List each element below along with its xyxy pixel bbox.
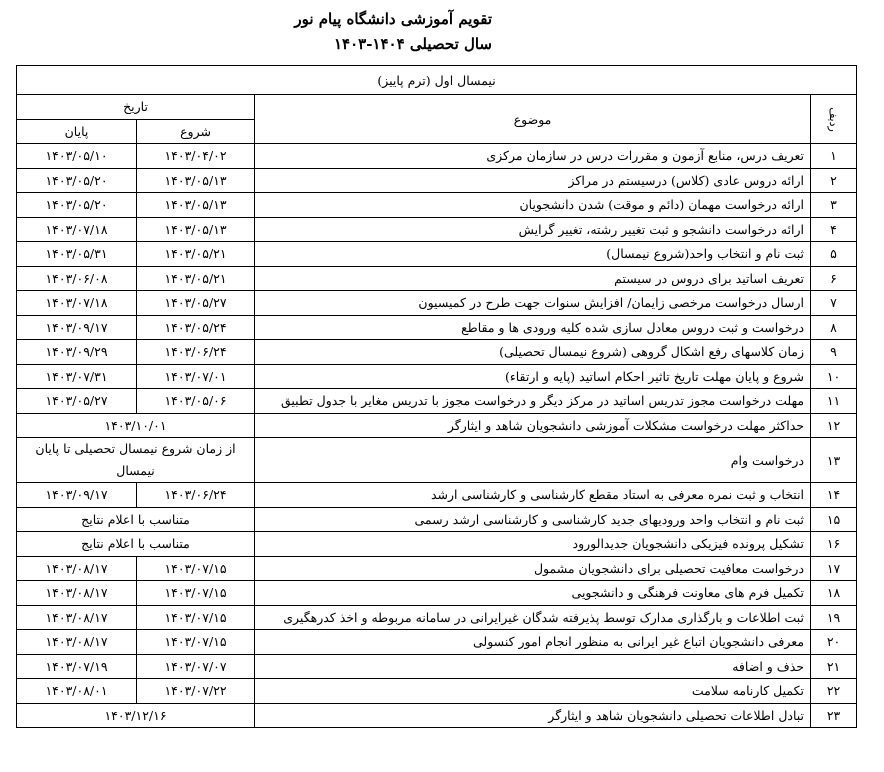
row-subject: تعریف درس، منابع آزمون و مقررات درس در سازمان مرکزی: [255, 144, 811, 169]
row-subject: تشکیل پرونده فیزیکی دانشجویان جدیدالورود: [255, 532, 811, 557]
row-number: ۱۴: [811, 483, 857, 508]
row-subject: معرفی دانشجویان اتباع غیر ایرانی به منظور انجام امور کنسولی: [255, 630, 811, 655]
row-start-date: ۱۴۰۳/۰۵/۲۴: [137, 315, 255, 340]
row-number: ۱۵: [811, 507, 857, 532]
row-number: ۲۰: [811, 630, 857, 655]
row-date-range: متناسب با اعلام نتایج: [17, 532, 255, 557]
row-start-date: ۱۴۰۳/۰۷/۱۵: [137, 581, 255, 606]
table-row: [17, 168, 857, 193]
document-title: تقویم آموزشی دانشگاه پیام نور: [294, 10, 492, 28]
row-number: ۶: [811, 266, 857, 291]
row-number: ۵: [811, 242, 857, 267]
row-subject: تعریف اساتید برای دروس در سیستم: [255, 266, 811, 291]
table-row: [17, 291, 857, 316]
row-subject: حداکثر مهلت درخواست مشکلات آموزشی دانشجویان شاهد و ایثارگر: [255, 413, 811, 438]
index-header: ردیف: [811, 95, 857, 144]
row-start-date: ۱۴۰۳/۰۴/۰۲: [137, 144, 255, 169]
row-start-date: ۱۴۰۳/۰۷/۱۵: [137, 630, 255, 655]
row-number: ۲۳: [811, 703, 857, 728]
row-start-date: ۱۴۰۳/۰۶/۲۴: [137, 340, 255, 365]
row-subject: تکمیل کارنامه سلامت: [255, 679, 811, 704]
academic-year: سال تحصیلی ۱۴۰۴-۱۴۰۳: [333, 35, 492, 53]
row-number: ۳: [811, 193, 857, 218]
row-date-range: ۱۴۰۳/۱۰/۰۱: [17, 413, 255, 438]
row-number: ۸: [811, 315, 857, 340]
row-subject: تکمیل فرم های معاونت فرهنگی و دانشجویی: [255, 581, 811, 606]
row-subject: حذف و اضافه: [255, 654, 811, 679]
row-end-date: ۱۴۰۳/۰۸/۰۱: [17, 679, 137, 704]
table-row: [17, 581, 857, 606]
row-number: ۲۱: [811, 654, 857, 679]
row-subject: درخواست و ثبت دروس معادل سازی شده کلیه ورودی ها و مقاطع: [255, 315, 811, 340]
row-number: ۹: [811, 340, 857, 365]
row-start-date: ۱۴۰۳/۰۷/۱۵: [137, 605, 255, 630]
row-subject: ارائه درخواست دانشجو و ثبت تغییر رشته، تغییر گرایش: [255, 217, 811, 242]
row-start-date: ۱۴۰۳/۰۶/۲۴: [137, 483, 255, 508]
row-end-date: ۱۴۰۳/۰۵/۳۱: [17, 242, 137, 267]
row-subject: ارائه دروس عادی (کلاس) درسیستم در مراکز: [255, 168, 811, 193]
row-start-date: ۱۴۰۳/۰۵/۰۶: [137, 389, 255, 414]
table-row: [17, 389, 857, 414]
row-end-date: ۱۴۰۳/۰۸/۱۷: [17, 556, 137, 581]
row-number: ۱۰: [811, 364, 857, 389]
row-start-date: ۱۴۰۳/۰۵/۲۱: [137, 242, 255, 267]
row-subject: درخواست معافیت تحصیلی برای دانشجویان مشمول: [255, 556, 811, 581]
table-row: [17, 556, 857, 581]
row-end-date: ۱۴۰۳/۰۸/۱۷: [17, 630, 137, 655]
row-start-date: ۱۴۰۳/۰۷/۰۷: [137, 654, 255, 679]
row-subject: درخواست وام: [255, 438, 811, 483]
row-number: ۱۱: [811, 389, 857, 414]
row-subject: شروع و پایان مهلت تاریخ تاثیر احکام اساتید (پایه و ارتقاء): [255, 364, 811, 389]
table-row: [17, 532, 857, 557]
row-end-date: ۱۴۰۳/۰۸/۱۷: [17, 581, 137, 606]
table-row: [17, 242, 857, 267]
table-row: [17, 217, 857, 242]
row-number: ۱: [811, 144, 857, 169]
row-start-date: ۱۴۰۳/۰۵/۱۳: [137, 193, 255, 218]
row-start-date: ۱۴۰۳/۰۵/۱۳: [137, 168, 255, 193]
semester-heading: نیمسال اول (ترم پاییز): [17, 66, 857, 95]
row-end-date: ۱۴۰۳/۰۶/۰۸: [17, 266, 137, 291]
table-row: [17, 193, 857, 218]
row-subject: ثبت نام و انتخاب واحد(شروع نیمسال): [255, 242, 811, 267]
row-end-date: ۱۴۰۳/۰۹/۲۹: [17, 340, 137, 365]
row-number: ۲۲: [811, 679, 857, 704]
row-end-date: ۱۴۰۳/۰۹/۱۷: [17, 483, 137, 508]
row-number: ۱۹: [811, 605, 857, 630]
row-number: ۱۶: [811, 532, 857, 557]
row-subject: تبادل اطلاعات تحصیلی دانشجویان شاهد و ایثارگر: [255, 703, 811, 728]
row-end-date: ۱۴۰۳/۰۷/۱۸: [17, 217, 137, 242]
row-start-date: ۱۴۰۳/۰۷/۱۵: [137, 556, 255, 581]
row-end-date: ۱۴۰۳/۰۷/۳۱: [17, 364, 137, 389]
row-subject: ارائه درخواست مهمان (دائم و موقت) شدن دانشجویان: [255, 193, 811, 218]
row-end-date: ۱۴۰۳/۰۸/۱۷: [17, 605, 137, 630]
row-date-range: از زمان شروع نیمسال تحصیلی تا پایان نیمسال: [17, 438, 255, 483]
row-number: ۱۳: [811, 438, 857, 483]
row-subject: ارسال درخواست مرخصی زایمان/ افزایش سنوات جهت طرح در کمیسیون: [255, 291, 811, 316]
table-row: [17, 605, 857, 630]
row-subject: انتخاب و ثبت نمره معرفی به استاد مقطع کارشناسی و کارشناسی ارشد: [255, 483, 811, 508]
row-start-date: ۱۴۰۳/۰۷/۰۱: [137, 364, 255, 389]
row-number: ۲: [811, 168, 857, 193]
table-row: [17, 266, 857, 291]
table-row: [17, 654, 857, 679]
row-number: ۱۲: [811, 413, 857, 438]
row-date-range: ۱۴۰۳/۱۲/۱۶: [17, 703, 255, 728]
table-row: [17, 340, 857, 365]
table-row: [17, 413, 857, 438]
row-subject: مهلت درخواست مجوز تدریس اساتید در مرکز دیگر و درخواست مجوز با تدریس مغایر با جدول تطبیق: [255, 389, 811, 414]
row-subject: زمان کلاسهای رفع اشکال گروهی (شروع نیمسال تحصیلی): [255, 340, 811, 365]
row-end-date: ۱۴۰۳/۰۵/۱۰: [17, 144, 137, 169]
row-start-date: ۱۴۰۳/۰۷/۲۲: [137, 679, 255, 704]
row-end-date: ۱۴۰۳/۰۷/۱۹: [17, 654, 137, 679]
table-row: [17, 703, 857, 728]
row-end-date: ۱۴۰۳/۰۵/۲۷: [17, 389, 137, 414]
row-start-date: ۱۴۰۳/۰۵/۱۳: [137, 217, 255, 242]
row-date-range: متناسب با اعلام نتایج: [17, 507, 255, 532]
row-end-date: ۱۴۰۳/۰۷/۱۸: [17, 291, 137, 316]
row-subject: ثبت اطلاعات و بارگذاری مدارک توسط پذیرفته شدگان غیرایرانی در سامانه مربوطه و اخذ کدرهگیری: [255, 605, 811, 630]
row-start-date: ۱۴۰۳/۰۵/۲۱: [137, 266, 255, 291]
table-row: [17, 483, 857, 508]
calendar-table: [16, 65, 857, 728]
row-end-date: ۱۴۰۳/۰۹/۱۷: [17, 315, 137, 340]
start-header: شروع: [137, 119, 255, 144]
table-row: [17, 144, 857, 169]
table-row: [17, 315, 857, 340]
row-start-date: ۱۴۰۳/۰۵/۲۷: [137, 291, 255, 316]
table-row: [17, 438, 857, 483]
table-row: [17, 364, 857, 389]
table-row: [17, 507, 857, 532]
row-number: ۱۷: [811, 556, 857, 581]
row-number: ۱۸: [811, 581, 857, 606]
subject-header: موضوع: [255, 95, 811, 144]
row-end-date: ۱۴۰۳/۰۵/۲۰: [17, 168, 137, 193]
row-number: ۴: [811, 217, 857, 242]
row-end-date: ۱۴۰۳/۰۵/۲۰: [17, 193, 137, 218]
row-subject: ثبت نام و انتخاب واحد ورودیهای جدید کارشناسی و کارشناسی ارشد رسمی: [255, 507, 811, 532]
table-row: [17, 630, 857, 655]
end-header: پایان: [17, 119, 137, 144]
table-row: [17, 679, 857, 704]
row-number: ۷: [811, 291, 857, 316]
date-header: تاریخ: [17, 95, 255, 120]
